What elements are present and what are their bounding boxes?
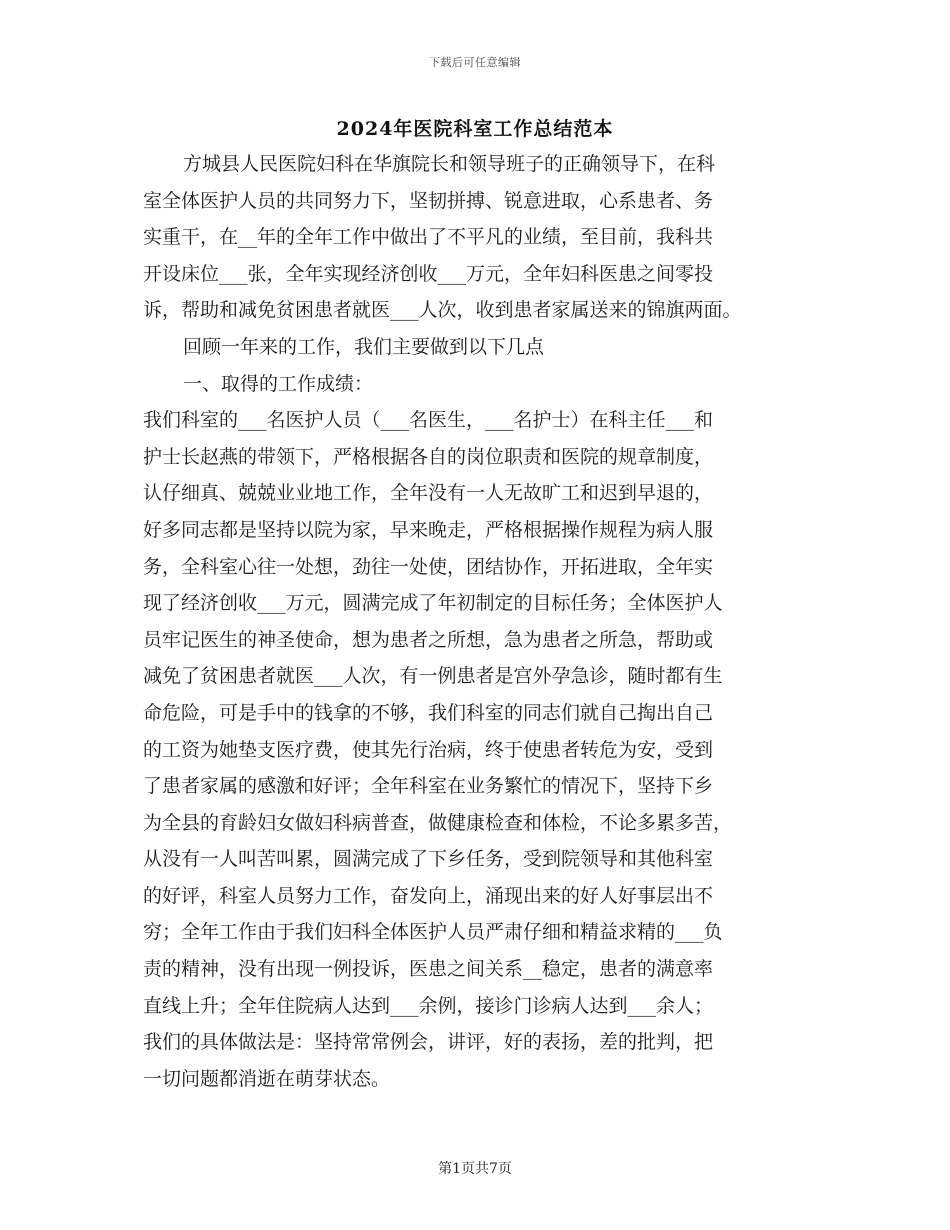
paragraph-line: 好多同志都是坚持以院为家，早来晚走，严格根据操作规程为病人服 [143,518,714,541]
paragraph-line: 诉，帮助和减免贫困患者就医___人次，收到患者家属送来的锦旗两面。 [143,299,742,322]
paragraph-line: 认仔细真、兢兢业业地工作，全年没有一人无故旷工和迟到早退的， [143,482,714,505]
paragraph-line: 了患者家属的感激和好评；全年科室在业务繁忙的情况下，坚持下乡 [143,775,714,798]
paragraph-line: 室全体医护人员的共同努力下，坚韧拼搏、锐意进取，心系患者、务 [143,189,714,212]
paragraph-line: 减免了贫困患者就医___人次，有一例患者是宫外孕急诊，随时都有生 [143,665,723,688]
page-footer: 第1页共7页 [438,1161,512,1177]
paragraph-line: 护士长赵燕的带领下，严格根据各自的岗位职责和医院的规章制度， [143,445,714,468]
paragraph-line: 现了经济创收___万元，圆满完成了年初制定的目标任务；全体医护人 [143,592,723,615]
paragraph-line: 为全县的育龄妇女做妇科病普查，做健康检查和体检，不论多累多苦， [143,811,733,834]
paragraph-line: 穷；全年工作由于我们妇科全体医护人员严肃仔细和精益求精的___负 [143,921,723,944]
paragraph-line: 责的精神，没有出现一例投诉，医患之间关系__稳定，患者的满意率 [143,958,714,981]
paragraph-line: 务，全科室心往一处想，劲往一处使，团结协作，开拓进取，全年实 [143,555,714,578]
document-title: 2024年医院科室工作总结范本 [336,118,614,140]
paragraph-line: 的好评，科室人员努力工作，奋发向上，涌现出来的好人好事层出不 [143,884,714,907]
paragraph-line: 我们科室的___名医护人员（___名医生，___名护士）在科主任___和 [143,409,714,432]
paragraph-line: 实重干，在__年的全年工作中做出了不平凡的业绩，至目前，我科共 [143,226,714,249]
paragraph-line: 回顾一年来的工作，我们主要做到以下几点 [183,335,545,358]
header-note: 下载后可任意编辑 [429,56,521,69]
paragraph-line: 的工资为她垫支医疗费，使其先行治病，终于使患者转危为安，受到 [143,738,714,761]
document-body [143,146,833,1097]
paragraph-line: 我们的具体做法是：坚持常常例会，讲评，好的表扬，差的批判，把 [143,1031,714,1054]
section-heading: 一、取得的工作成绩： [183,372,374,395]
paragraph-line: 开设床位___张，全年实现经济创收___万元，全年妇科医患之间零投 [143,262,714,285]
paragraph-line: 直线上升；全年住院病人达到___余例，接诊门诊病人达到___余人； [143,994,714,1017]
paragraph-line: 一切问题都消逝在萌芽状态。 [143,1067,391,1090]
paragraph-line: 员牢记医生的神圣使命，想为患者之所想，急为患者之所急，帮助或 [143,628,714,651]
paragraph-line: 命危险，可是手中的钱拿的不够，我们科室的同志们就自己掏出自己 [143,701,714,724]
paragraph-line: 方城县人民医院妇科在华旗院长和领导班子的正确领导下，在科 [183,153,716,175]
paragraph-line: 从没有一人叫苦叫累，圆满完成了下乡任务，受到院领导和其他科室 [143,848,714,871]
